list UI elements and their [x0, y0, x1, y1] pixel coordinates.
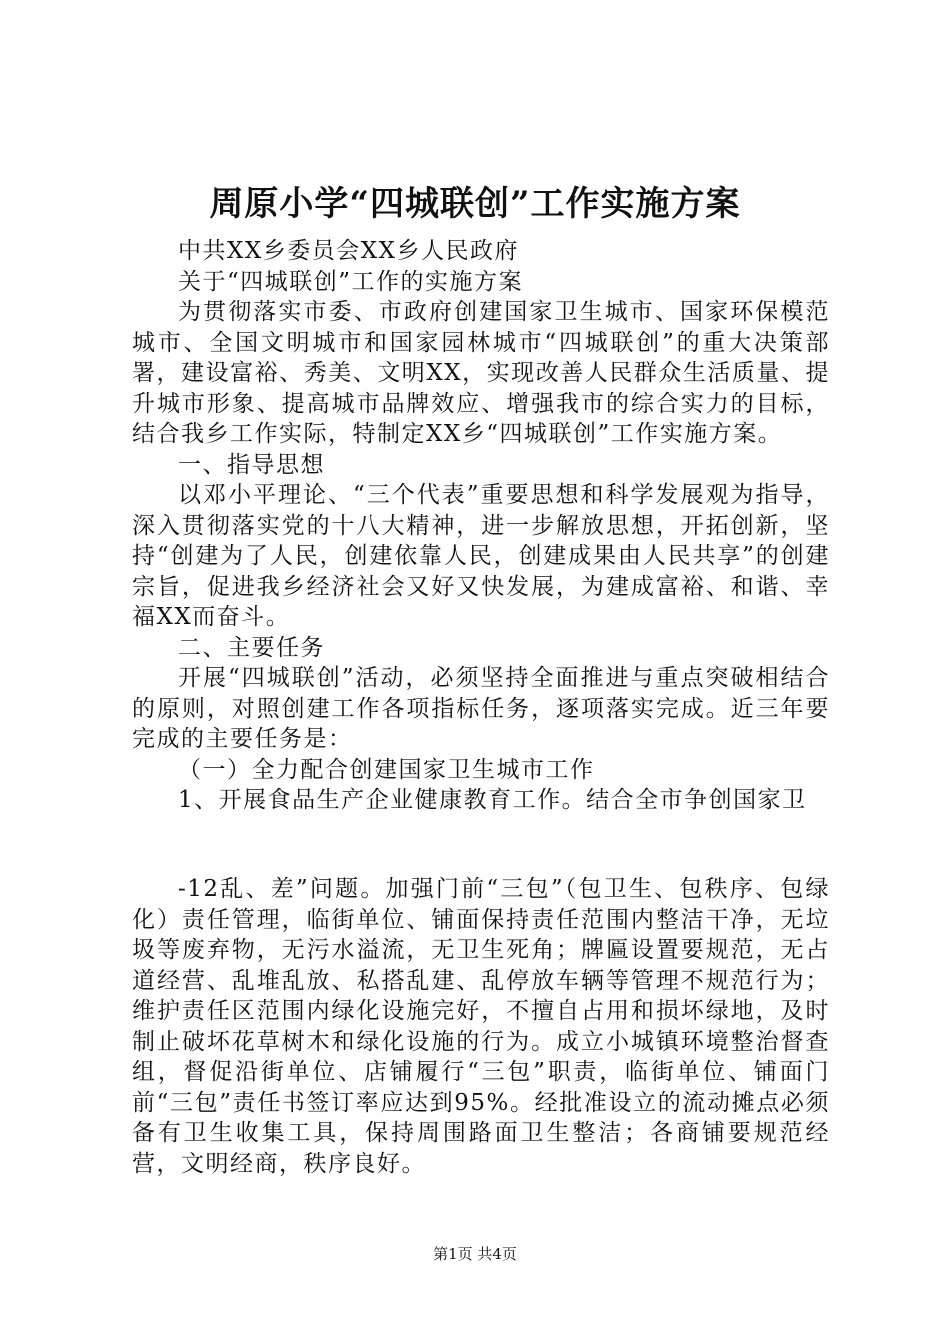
paragraph-continuation: -12乱、差”问题。加强门前“三包”（包卫生、包秩序、包绿化）责任管理，临街单位、铺面保持责任范围内整洁干净，无垃圾等废弃物，无污水溢流，无卫生死角；牌匾设置要规范，无占道经营、乱堆乱放、私搭乱建、乱停放车辆等管理不规范行为；维护责任区范围内绿化设施完好，不擅自占用和损坏绿地，及时制止破坏花草树木和绿化设施的行为。成立小城镇环境整治督查组，督促沿街单位、店铺履行“三包”职责，临街单位、铺面门前“三包”责任书签订率应达到95%。经批准设立的流动摊点必须备有卫生收集工具，保持周围路面卫生整洁；各商铺要规范经营，文明经商，秩序良好。: [132, 876, 830, 1177]
page-number-footer: 第1页 共4页: [433, 1245, 517, 1263]
document-title: 周原小学“四城联创”工作实施方案: [209, 184, 741, 224]
subheading-health-city: （一）全力配合创建国家卫生城市工作: [178, 756, 595, 783]
paragraph-main-tasks: 开展“四城联创”活动，必须坚持全面推进与重点突破相结合的原则，对照创建工作各项指标任务，逐项落实完成。近三年要完成的主要任务是：: [132, 665, 830, 752]
heading-guiding-ideology: 一、指导思想: [178, 451, 325, 478]
document-body-bottom: [132, 874, 830, 1179]
paragraph-subtitle: 关于“四城联创”工作的实施方案: [178, 268, 524, 295]
heading-main-tasks: 二、主要任务: [178, 634, 325, 661]
paragraph-guiding-ideology: 以邓小平理论、“三个代表”重要思想和科学发展观为指导，深入贯彻落实党的十八大精神，进一步解放思想，开拓创新，坚持“创建为了人民，创建依靠人民，创建成果由人民共享”的创建宗旨，促进我乡经济社会又好又快发展，为建成富裕、和谐、幸福XX而奋斗。: [132, 482, 830, 630]
paragraph-intro: 为贯彻落实市委、市政府创建国家卫生城市、国家环保模范城市、全国文明城市和国家园林城市“四城联创”的重大决策部署，建设富裕、秀美、文明XX，实现改善人民群众生活质量、提升城市形象、提高城市品牌效应、增强我市的综合实力的目标，结合我乡工作实际，特制定XX乡“四城联创”工作实施方案。: [132, 299, 830, 447]
paragraph-item-1: 1、开展食品生产企业健康教育工作。结合全市争创国家卫: [178, 787, 807, 813]
paragraph-issuer: 中共XX乡委员会XX乡人民政府: [178, 238, 519, 264]
document-body-top: [132, 236, 830, 816]
